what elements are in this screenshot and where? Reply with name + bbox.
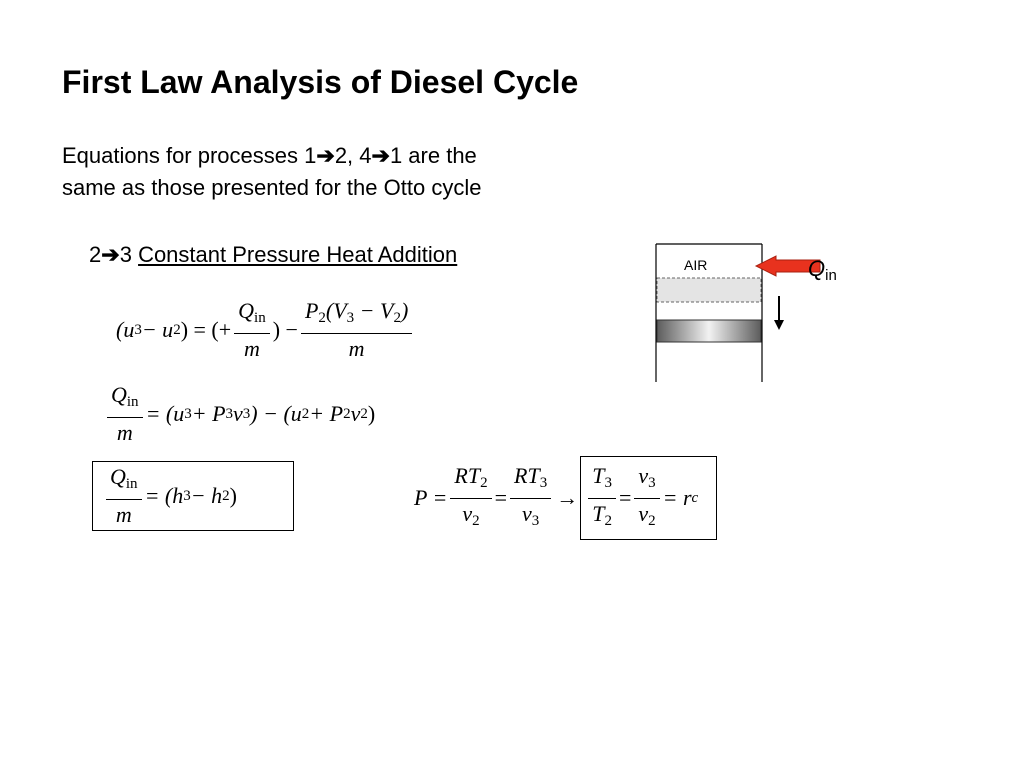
piston: [657, 320, 761, 342]
heat-per-mass-fraction: $\frac{Q_{in}}{m}$: [234, 298, 270, 362]
intro-text: [62, 140, 481, 204]
intro-line-2: same as those presented for the Otto cycle: [62, 175, 482, 200]
piston-initial-position: [657, 278, 761, 302]
piston-motion-arrow-icon: [774, 320, 784, 330]
equation-enthalpy-expansion: $\frac{Q_{in}}{m}$ = (u 3 + P 3 v 3 ) − (u 2 + P 2 v 2 ): [104, 382, 375, 446]
implies-arrow-icon: →: [556, 485, 579, 510]
equation-energy-balance: (u 3 − u 2 ) = (+ $\frac{Q_{in}}{m}$ ) − $\frac{P_2(V_3 - V_2)}{m}$: [116, 298, 415, 362]
work-per-mass-fraction: $\frac{P_2(V_3 - V_2)}{m}$: [301, 298, 412, 362]
heat-in-label: $Q_{in}$: [808, 256, 837, 284]
process-heading: 2➔3 Constant Pressure Heat Addition: [89, 242, 458, 267]
slide-title: First Law Analysis of Diesel Cycle: [62, 64, 579, 100]
process-heading-label: Constant Pressure Heat Addition: [138, 242, 458, 267]
process-arrow-icon: ➔: [101, 242, 120, 267]
air-label: AIR: [684, 257, 708, 273]
intro-line-1: Equations for processes 1➔2, 4➔1 are the: [62, 143, 477, 168]
equation-enthalpy-result: $\frac{Q_{in}}{m}$ = (h 3 − h 2 ): [92, 461, 294, 531]
process-arrow-icon: ➔: [371, 143, 390, 168]
process-arrow-icon: ➔: [316, 143, 335, 168]
cutoff-ratio-box: $\frac{T_3}{T_2}$ = $\frac{v_3}{v_2}$ = r c: [580, 456, 717, 540]
equation-cutoff-ratio: P = $\frac{RT_2}{v_2}$ = $\frac{RT_3}{v_3}$ → $\frac{T_3}{T_2}$ = $\frac{v_3}{v_2}$ = r c: [414, 456, 717, 540]
